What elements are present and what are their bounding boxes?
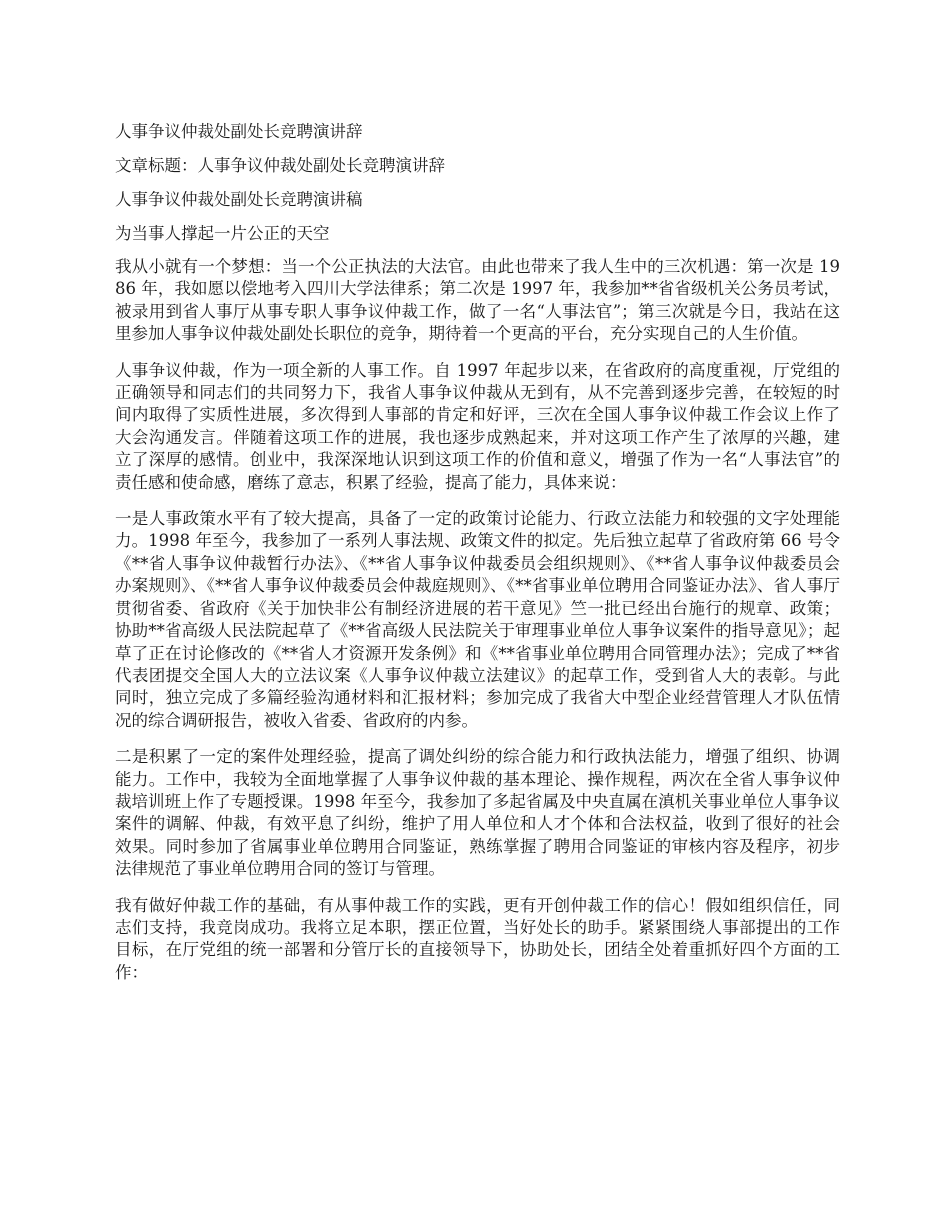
paragraph-arbitration-overview: 人事争议仲裁，作为一项全新的人事工作。自 1997 年起步以来，在省政府的高度重视，厅党组的正确领导和同志们的共同努力下，我省人事争议仲裁从无到有，从不完善到逐步完善，在较短的时间内取得了实质性进展，多次得到人事部的肯定和好评，三次在全国人事争议仲裁工作会议上作了大会沟通发言。伴随着这项工作的进展，我也逐步成熟起来，并对这项工作产生了浓厚的兴趣，建立了深厚的感情。创业中，我深深地认识到这项工作的价值和意义，增强了作为一名“人事法官”的责任感和使命感，磨练了意志，积累了经验，提高了能力，具体来说： <box>115 360 840 492</box>
document-subtitle: 人事争议仲裁处副处长竞聘演讲稿 <box>115 190 363 209</box>
paragraph-confidence: 我有做好仲裁工作的基础，有从事仲裁工作的实践，更有开创仲裁工作的信心！假如组织信任，同志们支持，我竞岗成功。我将立足本职，摆正位置，当好处长的助手。紧紧围绕人事部提出的工作目标，在厅党组的统一部署和分管厅长的直接领导下，协助处长，团结全处着重抓好四个方面的工作： <box>115 895 840 982</box>
paragraph-policy-ability: 一是人事政策水平有了较大提高，具备了一定的政策讨论能力、行政立法能力和较强的文字处理能力。1998 年至今，我参加了一系列人事法规、政策文件的拟定。先后独立起草了省政府第 66 号令《**省人事争议仲裁暂行办法》、《**省人事争议仲裁委员会组织规则》、《**省人事争议仲裁委员会办案规则》、《**省人事争议仲裁委员会仲裁庭规则》、《**省事业单位聘用合同鉴证办法》、省人事厅贯彻省委、省政府《关于加快非公有制经济进展的若干意见》竺一批已经出台施行的规章、政策；协助**省高级人民法院起草了《**省高级人民法院关于审理事业单位人事争议案件的指导意见》；起草了正在讨论修改的《**省人才资源开发条例》和《**省事业单位聘用合同管理办法》；完成了**省代表团提交全国人大的立法议案《人事争议仲裁立法建议》的起草工作，受到省人大的表彰。与此同时，独立完成了多篇经验沟通材料和汇报材料；参加完成了我省大中型企业经营管理人才队伍情况的综合调研报告，被收入省委、省政府的内参。 <box>115 509 840 730</box>
document-slogan: 为当事人撑起一片公正的天空 <box>115 224 330 243</box>
document-title: 人事争议仲裁处副处长竞聘演讲辞 <box>115 122 363 141</box>
paragraph-case-experience: 二是积累了一定的案件处理经验，提高了调处纠纷的综合能力和行政执法能力，增强了组织、协调能力。工作中，我较为全面地掌握了人事争议仲裁的基本理论、操作规程，两次在全省人事争议仲裁培训班上作了专题授课。1998 年至今，我参加了多起省属及中央直属在滇机关事业单位人事争议案件的调解、仲裁，有效平息了纠纷，维护了用人单位和人才个体和合法权益，收到了很好的社会效果。同时参加了省属事业单位聘用合同鉴证，熟练掌握了聘用合同鉴证的审核内容及程序，初步法律规范了事业单位聘用合同的签订与管理。 <box>115 747 840 879</box>
article-title: 文章标题：人事争议仲裁处副处长竞聘演讲辞 <box>115 156 445 175</box>
document-page <box>115 120 840 998</box>
paragraph-dream: 我从小就有一个梦想：当一个公正执法的大法官。由此也带来了我人生中的三次机遇：第一次是 1986 年，我如愿以偿地考入四川大学法律系；第二次是 1997 年，我参加**省省级机关公务员考试，被录用到省人事厅从事专职人事争议仲裁工作，做了一名“人事法官”；第三次就是今日，我站在这里参加人事争议仲裁处副处长职位的竞争，期待着一个更高的平台，充分实现自己的人生价值。 <box>115 257 840 344</box>
